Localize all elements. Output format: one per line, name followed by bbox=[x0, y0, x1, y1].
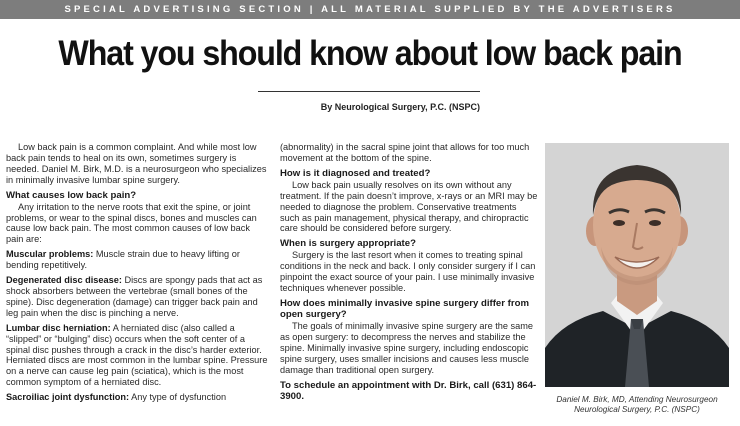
heading-minimally-invasive: How does minimally invasive spine surgery differ from open surgery? bbox=[280, 297, 529, 320]
minimally-invasive-paragraph: The goals of minimally invasive spine surgery are the same as open surgery: to decompress the nerves and stabilize the spine. Minimally invasive spine surgery, including endoscopic spine surgery, uses smaller incisions and causes less muscle damage than traditional open surgery. bbox=[280, 320, 534, 375]
sacroiliac-paragraph bbox=[6, 392, 268, 403]
doctor-portrait bbox=[545, 143, 729, 387]
herniation-paragraph bbox=[6, 323, 268, 388]
causes-paragraph: Any irritation to the nerve roots that exit the spine, or joint problems, or wear to the spinal discs, bones and muscles can cause low back pain. The most common causes of low back pain are: bbox=[6, 201, 257, 245]
headline: What you should know about low back pain bbox=[58, 34, 682, 73]
degen-paragraph bbox=[6, 275, 268, 319]
byline: By Neurological Surgery, P.C. (NSPC) bbox=[320, 102, 480, 112]
herniation-label: Lumbar disc herniation: bbox=[6, 322, 111, 333]
heading-surgery-appropriate: When is surgery appropriate? bbox=[280, 238, 416, 250]
herniation-text: A herniated disc (also called a “slipped” or “bulging” disc) occurs when the soft center of a spinal disc pushes through a crack in the disc’s harder exterior. Herniated discs are most common in the lumbar spine. Pressure on a nerve can cause leg pain (sciatica), which is the most common symptom of a herniated disc. bbox=[6, 322, 268, 388]
portrait-illustration bbox=[545, 143, 729, 387]
advertising-banner: SPECIAL ADVERTISING SECTION | ALL MATERIAL SUPPLIED BY THE ADVERTISERS bbox=[0, 0, 740, 19]
article-column-2 bbox=[280, 142, 538, 403]
sacroiliac-label: Sacroiliac joint dysfunction: bbox=[6, 392, 130, 403]
byline-rule bbox=[258, 91, 480, 92]
muscular-label: Muscular problems: bbox=[6, 249, 94, 260]
heading-diagnosis: How is it diagnosed and treated? bbox=[280, 167, 431, 179]
intro-paragraph: Low back pain is a common complaint. And while most low back pain tends to heal on its own, sometimes surgery is needed. Daniel M. Birk, M.D. is a neurosurgeon who specializes in minimally invasive lumbar spine surgery. bbox=[6, 142, 267, 185]
muscular-text: Muscle strain due to heavy lifting or bending repetitively. bbox=[6, 249, 240, 271]
surgery-appropriate-paragraph: Surgery is the last resort when it comes to treating spinal conditions in the neck and back. I only consider surgery if I can pinpoint the exact source of your pain. I use minimally invasive techniques whenever possible. bbox=[280, 250, 536, 294]
heading-causes: What causes low back pain? bbox=[6, 189, 137, 201]
sacroiliac-continued: (abnormality) in the sacral spine joint that allows for too much movement at the bottom of the spine. bbox=[280, 142, 530, 163]
muscular-paragraph bbox=[6, 249, 268, 271]
sacroiliac-text: Any type of dysfunction bbox=[129, 392, 227, 403]
diagnosis-paragraph: Low back pain usually resolves on its own without any treatment. If the pain doesn’t improve, x-rays or an MRI may be needed to diagnose the problem. Conservative treatments such as pain management, physical therapy, and chiropractic care should be considered before surgery. bbox=[280, 179, 538, 234]
caption-line-2: Neurological Surgery, P.C. (NSPC) bbox=[574, 405, 700, 414]
photo-caption bbox=[545, 395, 729, 415]
appointment-callout: To schedule an appointment with Dr. Birk, call (631) 864-3900. bbox=[280, 379, 537, 402]
degen-label: Degenerated disc disease: bbox=[6, 275, 122, 286]
caption-line-1: Daniel M. Birk, MD, Attending Neurosurgeon bbox=[556, 395, 718, 404]
degen-text: Discs are spongy pads that act as shock absorbers between the vertebrae (small bones of the spine). Disc degeneration (damage) can trigger back pain and leg pain when the disc is pinching a nerve. bbox=[6, 275, 263, 318]
article-column-1 bbox=[6, 142, 268, 407]
